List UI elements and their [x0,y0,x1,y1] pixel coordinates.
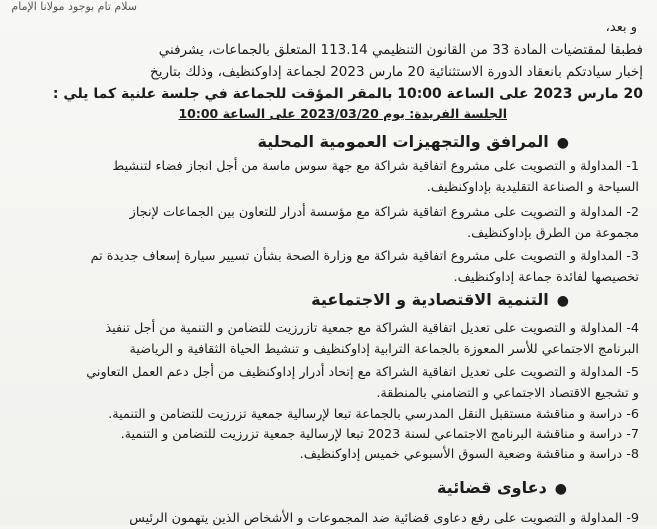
intro-line-3: 20 مارس 2023 على الساعة 10:00 بالمقر المؤقت للجماعة في جلسة علنية كما يلي : [52,86,643,102]
agenda-item-7: 7- دراسة و مناقشة البرنامج الاجتماعي لسنة 2023 تبعا لإرسالية جمعية تزرزيت للتضامن و التنمية. [120,427,639,442]
agenda-item-3: 3- المداولة و التصويت على مشروع اتفاقية شراكة مع وزارة الصحة بشأن تسيير سيارة إسعاف جديدة تم تخصيصها لفائدة جماعة إداوكنظيف. [90,249,639,285]
agenda-item-1: 1- المداولة و التصويت على مشروع اتفاقية شراكة مع جهة سوس ماسة من أجل انجاز فضاء لتنشيط السياحة و الصناعة التقليدية بإداوكنظيف. [112,159,639,195]
top-cropped-line: سلام تام بوجود مولانا الإمام [11,0,137,13]
agenda-item-2: 2- المداولة و التصويت على مشروع اتفاقية شراكة مع مؤسسة أدرار للتعاون بين الجماعات لإنجاز مجموعة من الطرق بإداوكنظيف. [129,205,639,241]
section-title-economic-social: ●التنمية الاقتصادية و الاجتماعية [311,290,569,309]
agenda-item-5: 5- المداولة و التصويت على تعديل اتفاقية الشراكة مع إتحاد أدرار إداوكنظيف من أجل دعم العمل التعاوني و تشجيع الاقتصاد الاجتماعي و التضامني بالمنطقة. [86,365,639,401]
agenda-item-4: 4- المداولة و التصويت على تعديل اتفاقية الشراكة مع جمعية تازرزيت للتضامن و التنمية من أجل تنفيذ البرنامج الاجتماعي للأسر المعوزة بالجماعة الترابية إداوكنظيف و تنشيط الحياة الثقافية و الرياضية [105,321,639,357]
session-title: الجلسة الفريدة: يوم 2023/03/20 على الساعة 10:00 [178,106,507,121]
section-title-public-facilities: ●المرافق والتجهيزات العمومية المحلية [257,132,569,151]
agenda-item-6: 6- دراسة و مناقشة مستقبل النقل المدرسي بالجماعة تبعا لإرسالية جمعية تزرزيت للتضامن و التنمية. [108,407,639,422]
bullet-icon: ● [554,481,567,497]
intro-line-2: إخبار سيادتكم بانعقاد الدورة الاستثنائية 20 مارس 2023 لجماعة إداوكنظيف، وذلك بتاريخ [150,64,643,80]
section-title-lawsuits: ●دعاوى قضائية [436,478,567,497]
agenda-item-9: 9- المداولة و التصويت على رفع دعاوى قضائية ضد المجموعات و الأشخاص الذين يتهمون الرئيس [129,511,639,526]
intro-line-1: فطبقا لمقتضيات المادة 33 من القانون التنظيمي 113.14 المتعلق بالجماعات، يشرفني [158,42,643,58]
bullet-icon: ● [556,293,569,309]
bullet-icon: ● [556,135,569,151]
agenda-item-8: 8- دراسة و مناقشة وضعية السوق الأسبوعي خميس إداوكنظيف. [299,447,639,462]
salutation: و بعد، [605,20,637,35]
